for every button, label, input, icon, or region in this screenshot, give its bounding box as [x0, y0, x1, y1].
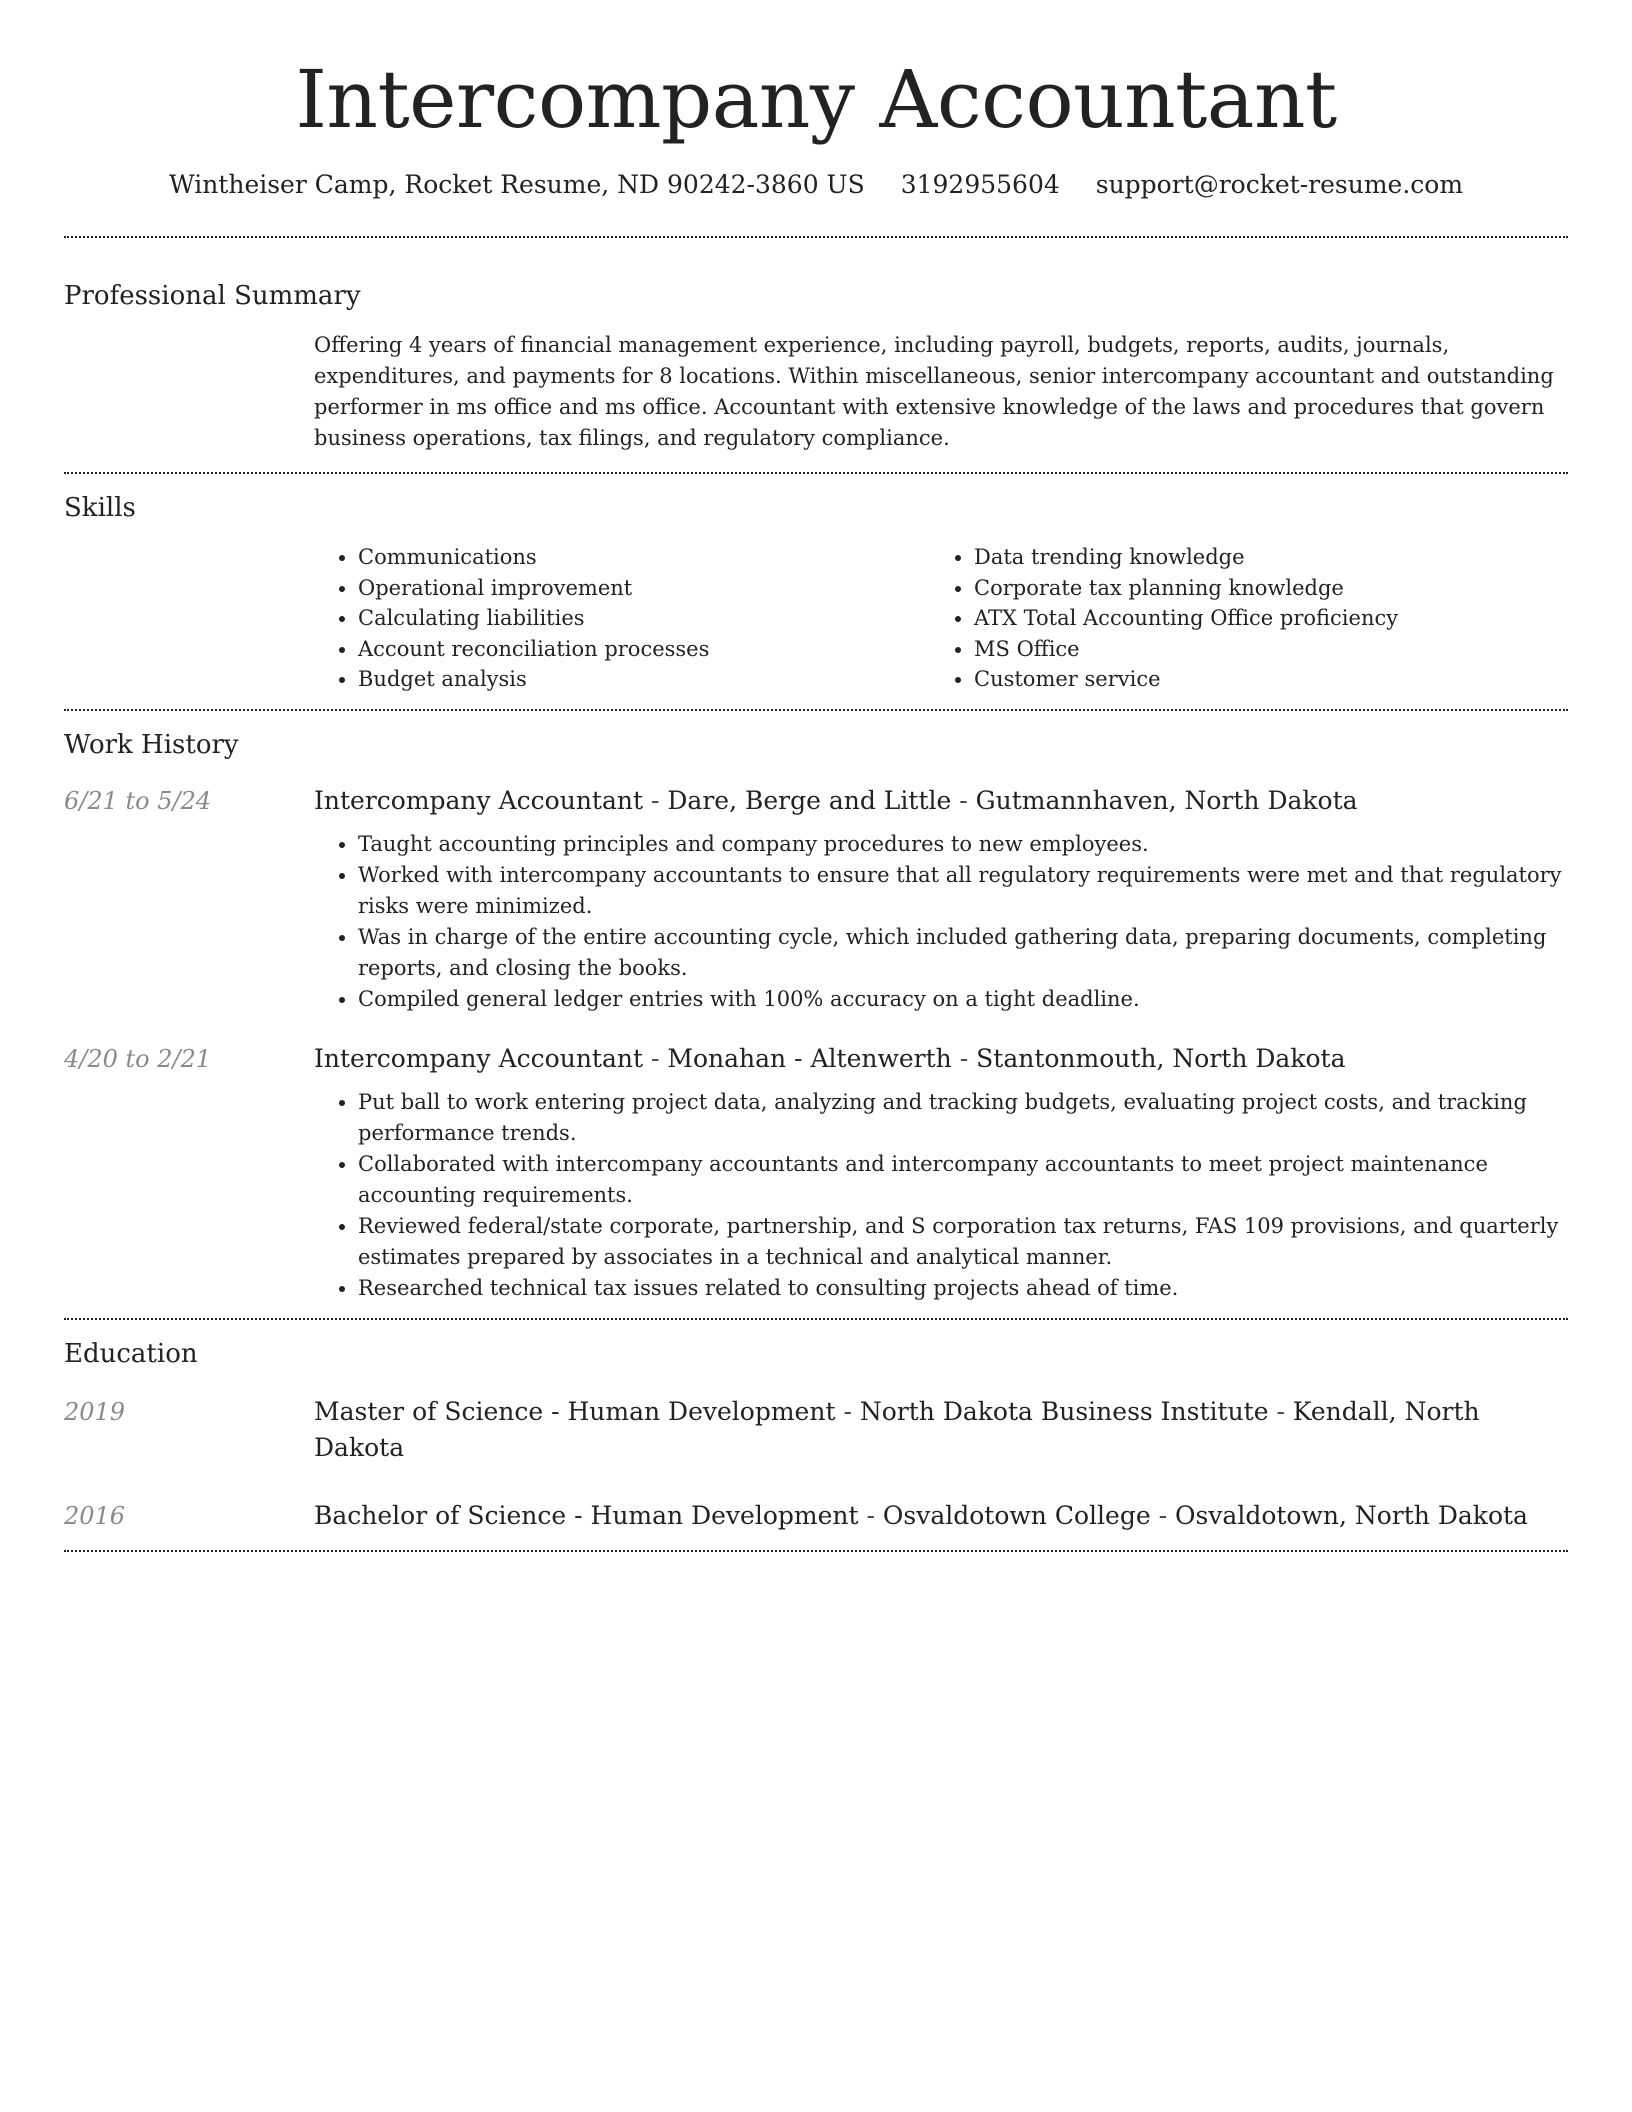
candidate-name: Intercompany Accountant [295, 53, 1337, 146]
work-heading [314, 783, 1568, 819]
work-details [314, 783, 1568, 1015]
work-bullet: • Put ball to work entering project data, analyzing and tracking budgets, evaluating project costs, and tracking performance trends. [358, 1087, 1568, 1149]
skills-title: Skills [64, 493, 136, 523]
separator: - [959, 1043, 977, 1073]
education-section [64, 1320, 1568, 1550]
job-title: Intercompany Accountant [314, 785, 644, 815]
work-bullet: • Taught accounting principles and company procedures to new employees. [358, 829, 1568, 860]
separator: - [650, 785, 668, 815]
work-dates: 4/20 to 2/21 [64, 1044, 212, 1073]
education-year: 2019 [64, 1397, 126, 1426]
skill-item: • Account reconciliation processes [358, 634, 930, 665]
work-bullet: • Researched technical tax issues related to consulting projects ahead of time. [358, 1273, 1568, 1304]
work-bullets [314, 1087, 1568, 1304]
summary-text: Offering 4 years of financial management experience, including payroll, budgets, reports, audits, journals, expenditures, and payments for 8 locations. Within miscellaneous, senior intercompany accountant and outstanding performer in ms office and ms office. Accountant with extensive knowledge of the laws and procedures that govern business operations, tax filings, and regulatory compliance. [314, 333, 1554, 450]
skill-item: • ATX Total Accounting Office proficiency [974, 603, 1398, 634]
degree-name: Bachelor of Science - Human Development [314, 1500, 859, 1530]
skills-section [64, 474, 1568, 709]
separator: - [866, 1500, 883, 1530]
summary-section [64, 238, 1568, 472]
education-year: 2016 [64, 1501, 126, 1530]
education-entry [64, 1498, 1568, 1534]
summary-title: Professional Summary [64, 281, 361, 311]
separator: - [650, 1043, 668, 1073]
separator: - [843, 1396, 860, 1426]
company-name: Dare, Berge and Little [667, 785, 952, 815]
skill-item: • Communications [358, 542, 930, 573]
skill-item: • Budget analysis [358, 664, 930, 695]
contact-email: support@rocket-resume.com [1095, 170, 1464, 199]
contact-phone: 3192955604 [900, 170, 1060, 199]
separator: - [959, 785, 976, 815]
work-entry [64, 1041, 1568, 1304]
education-heading [314, 1394, 1568, 1466]
work-bullet: • Collaborated with intercompany accountants and intercompany accountants to meet project maintenance accounting requirements. [358, 1149, 1568, 1211]
education-title: Education [64, 1338, 198, 1369]
skill-item: • Corporate tax planning knowledge [974, 573, 1398, 604]
work-details [314, 1041, 1568, 1304]
degree-name: Master of Science - Human Development [314, 1396, 836, 1426]
job-location: Stantonmouth, North Dakota [976, 1043, 1346, 1073]
work-bullet: • Compiled general ledger entries with 100% accuracy on a tight deadline. [358, 984, 1568, 1015]
separator: - [1276, 1396, 1293, 1426]
work-bullet: • Reviewed federal/state corporate, partnership, and S corporation tax returns, FAS 109 provisions, and quarterly estimates prepared by associates in a technical and analytical manner. [358, 1211, 1568, 1273]
work-entry [64, 783, 1568, 1015]
school-name: Osvaldotown College [882, 1500, 1151, 1530]
school-location: Osvaldotown, North Dakota [1174, 1500, 1528, 1530]
company-name: Monahan - Altenwerth [667, 1043, 952, 1073]
skill-item: • MS Office [974, 634, 1398, 665]
school-name: North Dakota Business Institute [859, 1396, 1269, 1426]
work-heading [314, 1041, 1568, 1077]
education-divider [64, 1550, 1568, 1552]
work-bullets [314, 829, 1568, 1015]
work-bullet: • Worked with intercompany accountants to ensure that all regulatory requirements were met and that regulatory risks were minimized. [358, 860, 1568, 922]
work-dates: 6/21 to 5/24 [64, 786, 212, 815]
skill-item: • Operational improvement [358, 573, 930, 604]
work-history-title: Work History [64, 729, 239, 760]
skill-item: • Calculating liabilities [358, 603, 930, 634]
skills-column-1 [314, 542, 930, 695]
education-entry [64, 1394, 1568, 1466]
resume-header [64, 0, 1568, 202]
contact-address: Wintheiser Camp, Rocket Resume, ND 90242-3860 US [168, 170, 865, 199]
skill-item: • Customer service [974, 664, 1398, 695]
skills-list [314, 542, 1568, 709]
job-location: Gutmannhaven, North Dakota [975, 785, 1358, 815]
skill-item: • Data trending knowledge [974, 542, 1398, 573]
school-location: Kendall, North Dakota [314, 1396, 1480, 1462]
job-title: Intercompany Accountant [314, 1043, 644, 1073]
work-history-section [64, 711, 1568, 1318]
skills-column-2 [930, 542, 1398, 695]
contact-line [64, 168, 1568, 202]
work-bullet: • Was in charge of the entire accounting cycle, which included gathering data, preparing documents, completing reports, and closing the books. [358, 922, 1568, 984]
education-heading [314, 1498, 1568, 1534]
separator: - [1158, 1500, 1175, 1530]
